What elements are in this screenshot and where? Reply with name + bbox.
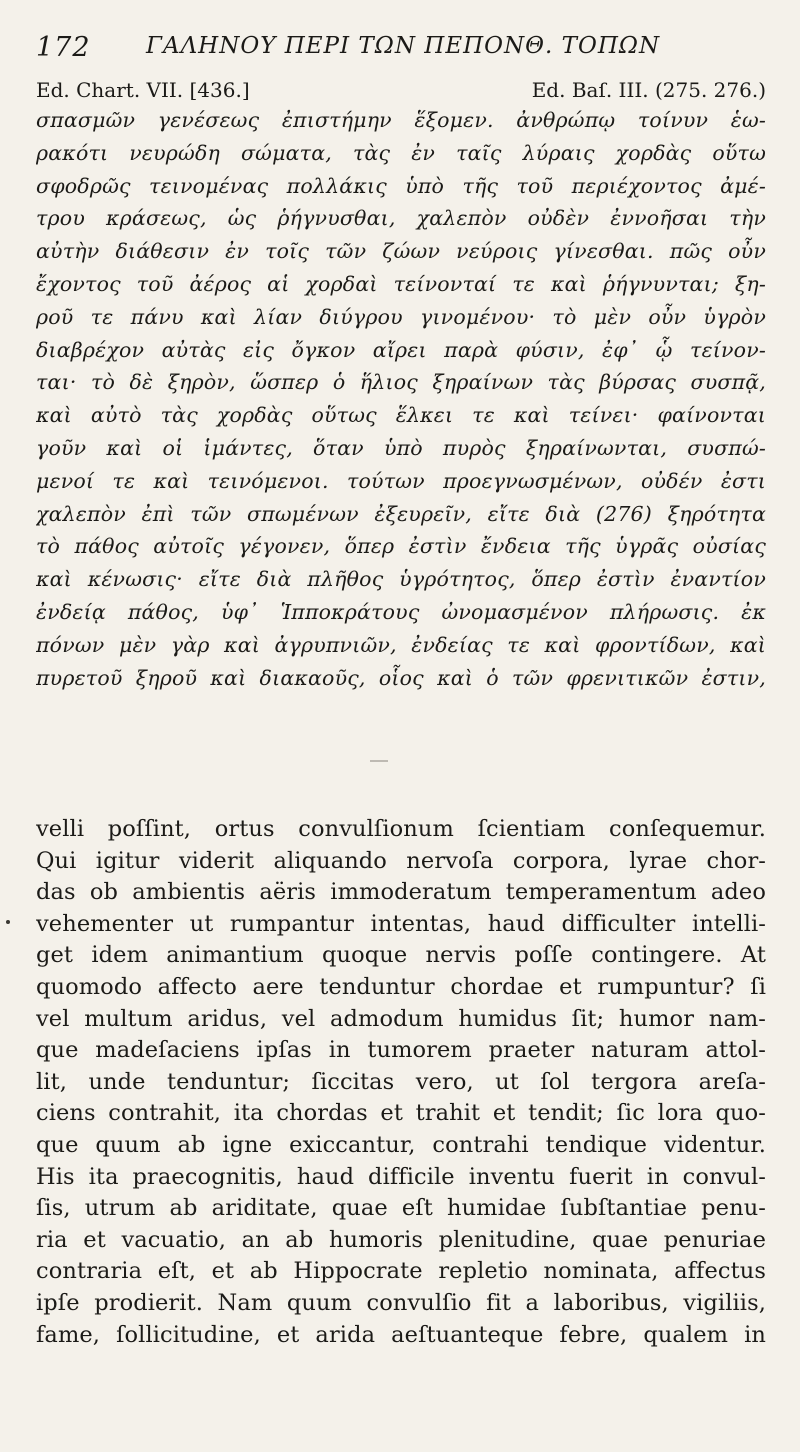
greek-text-line: χαλεπὸν ἐπὶ τῶν σπωμένων ἐξευρεῖν, εἴτε διὰ (276) ξηρότητα — [36, 501, 766, 526]
greek-text-line: ἔχοντος τοῦ ἀέρος αἱ χορδαὶ τείνονταί τε καὶ ῥήγνυνται; ξη- — [36, 271, 766, 296]
greek-text-line: αὐτὴν διάθεσιν ἐν τοῖς τῶν ζώων νεύροις γίνεσθαι. πῶς οὖν — [36, 239, 766, 264]
edition-basel: Ed. Baſ. III. (275. 276.) — [531, 78, 766, 102]
greek-text-line: πόνων μὲν γὰρ καὶ ἀγρυπνιῶν, ἐνδείας τε καὶ φροντίδων, καὶ — [36, 632, 766, 657]
margin-mark — [6, 920, 10, 924]
greek-text-line: ροῦ τε πάνυ καὶ λίαν διύγρου γινομένου· τὸ μὲν οὖν ὑγρὸν — [36, 304, 766, 329]
greek-text-line: διαβρέχον αὐτὰς εἰς ὄγκον αἴρει παρὰ φύσιν, ἐφ᾽ ᾧ τείνον- — [36, 337, 766, 362]
greek-text-line: γοῦν καὶ οἱ ἱμάντες, ὅταν ὑπὸ πυρὸς ξηραίνωνται, συσπώ- — [36, 435, 766, 460]
greek-text-line: τὸ πάθος αὐτοῖς γέγονεν, ὅπερ ἐστὶν ἔνδεια τῆς ὑγρᾶς οὐσίας — [36, 534, 766, 559]
column-separator — [370, 760, 388, 762]
latin-text-line: get idem animantium quoque nervis poſſe contingere. At — [36, 942, 766, 969]
latin-text-line: His ita praecognitis, haud difficile inventu fuerit in convul- — [36, 1163, 766, 1190]
page-number: 172 — [36, 32, 91, 63]
latin-text-line: vehementer ut rumpantur intentas, haud difficulter intelli- — [36, 910, 766, 937]
running-head — [36, 30, 766, 66]
greek-text-line: ρακότι νευρώδη σώματα, τὰς ἐν ταῖς λύραις χορδὰς οὕτω — [36, 140, 766, 165]
greek-text-line: καὶ αὐτὸ τὰς χορδὰς οὕτως ἕλκει τε καὶ τείνει· φαίνονται — [36, 403, 766, 428]
greek-text-line: τρου κράσεως, ὡς ῥήγνυσθαι, χαλεπὸν οὐδὲν ἐννοῆσαι τὴν — [36, 206, 766, 231]
latin-text-line: que quum ab igne exiccantur, contrahi tendique videntur. — [36, 1131, 766, 1158]
greek-text-line: σπασμῶν γενέσεως ἐπιστήμην ἕξομεν. ἀνθρώπῳ τοίνυν ἑω- — [36, 108, 766, 132]
greek-text-line: μενοί τε καὶ τεινόμενοι. τούτων προεγνωσμένων, οὐδέν ἐστι — [36, 468, 766, 493]
latin-text-line: vel multum aridus, vel admodum humidus ſit; humor nam- — [36, 1005, 766, 1032]
latin-text-line: que madeſaciens ipſas in tumorem praeter naturam attol- — [36, 1037, 766, 1064]
latin-text-line: Qui igitur viderit aliquando nervoſa corpora, lyrae chor- — [36, 847, 766, 874]
latin-text-line: ipſe prodierit. Nam quum convulſio fit a laboribus, vigiliis, — [36, 1289, 766, 1316]
latin-text-line: velli poſſint, ortus convulſionum ſcientiam conſequemur. — [36, 816, 766, 842]
running-title: ΓΑΛΗΝΟΥ ΠΕΡΙ ΤΩΝ ΠΕΠΟΝΘ. ΤΟΠΩΝ — [146, 33, 661, 59]
greek-text-line: σφοδρῶς τεινομένας πολλάκις ὑπὸ τῆς τοῦ περιέχοντος ἀμέ- — [36, 173, 766, 198]
greek-text-block — [36, 104, 766, 694]
greek-text-line: ται· τὸ δὲ ξηρὸν, ὥσπερ ὁ ἥλιος ξηραίνων τὰς βύρσας συσπᾷ, — [36, 370, 766, 395]
latin-text-line: ria et vacuatio, an ab humoris plenitudine, quae penuriae — [36, 1226, 766, 1253]
latin-text-line: das ob ambientis aëris immoderatum temperamentum adeo — [36, 879, 766, 906]
latin-text-line: lit, unde tenduntur; ſiccitas vero, ut ſol tergora areſa- — [36, 1068, 766, 1095]
greek-text-line: καὶ κένωσις· εἴτε διὰ πλῆθος ὑγρότητος, ὅπερ ἐστὶν ἐναντίον — [36, 567, 766, 592]
latin-text-line: fame, ſollicitudine, et arida aeſtuanteque febre, qualem in — [36, 1321, 766, 1348]
edition-chartier: Ed. Chart. VII. [436.] — [36, 78, 250, 102]
latin-text-line: ſis, utrum ab ariditate, quae eſt humidae ſubſtantiae penu- — [36, 1195, 766, 1222]
latin-text-line: quomodo affecto aere tenduntur chordae et rumpuntur? ſi — [36, 973, 766, 1000]
latin-text-block — [36, 814, 766, 1351]
greek-text-line: ἐνδείᾳ πάθος, ὑφ᾽ Ἱπποκράτους ὠνομασμένον πλήρωσις. ἐκ — [36, 599, 766, 624]
greek-text-line: πυρετοῦ ξηροῦ καὶ διακαοῦς, οἷος καὶ ὁ τῶν φρενιτικῶν ἐστιν, — [36, 665, 766, 690]
latin-text-line: contraria eſt, et ab Hippocrate repletio nominata, affectus — [36, 1258, 766, 1285]
latin-text-line: ciens contrahit, ita chordas et trahit et tendit; ſic lora quo- — [36, 1100, 766, 1127]
